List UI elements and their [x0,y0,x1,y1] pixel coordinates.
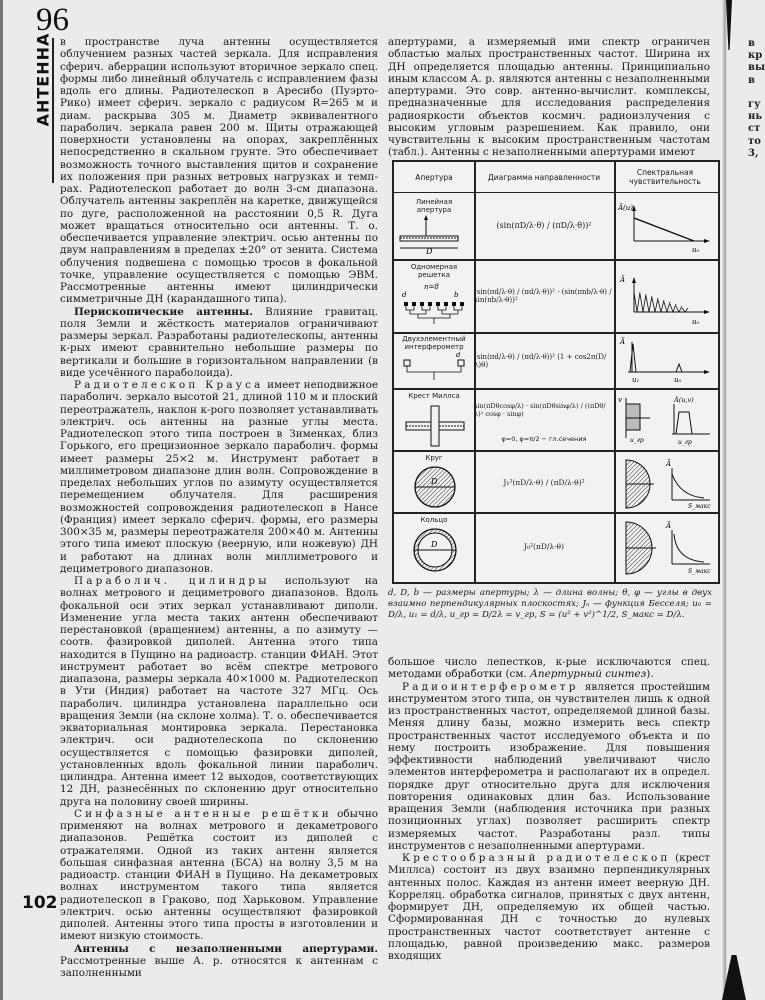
fragment-line: в [748,74,755,86]
svg-text:D: D [431,540,438,549]
paragraph-text: является простейшим инструментом этого типа, он чувствителен лишь к одной из пространственных частот, определяемой длиной базы. Меняя длину базы, можно измерить весь спектр пространственных частот исследуемого объекта и по нему построить изображение. Для повышения эффективности наблюдений увеличивают число элементов интерферометра и располагают их в определ. порядке друг относительно друга для исключения повторения одинаковых длин баз. Использование вращения Земли (наблюдения источника при разных позиционных углах) позволяет расширить спектр измеряемых частот. Разработаны разл. типы инструментов с незаполненными апертурами. [388,680,710,852]
book-page-number: 96 [36,2,69,38]
svg-text:n=8: n=8 [424,283,439,291]
spectrum-plot [616,516,714,576]
paragraph [60,36,378,306]
term-heading: Радиотелескоп Крауса [74,379,264,391]
running-head-label: АНТЕННА [33,32,53,127]
aperture-label: Двухэлементный интерферометр [402,335,466,351]
formula: J₀²(πD/λ·θ) [524,541,564,551]
fragment-line: вы [748,62,765,74]
paragraph-tail: ). [646,668,654,681]
svg-text:b: b [454,291,459,299]
paragraph [60,575,378,808]
svg-text:S_макс: S_макс [688,503,711,510]
svg-text:D: D [426,247,433,256]
paragraph [60,808,378,943]
paragraph-text: (крест Миллса) состоит из двух взаимно перпендикулярных антенных полос. Каждая из антенн имеет веерную ДН. Корреляц. обработка сигналов, принятых с двух антенн, формирует ДН, определяемую их общей частью. Сформированная ДН с точностью до нулевых пространственных частот соответствует антенне с площадью, равной произведению макс. размеров входящих [388,852,710,962]
spectrum-plot [616,392,714,448]
paragraph-text: Рассмотренные выше А. р. относятся к антеннам с заполненными [60,954,378,979]
ring-aperture-diagram [398,526,472,576]
paragraph-text: обычно применяют на волнах метрового и декаметрового диапазонов. Решётка состоит из диполей с отражателями. Одной из таких антенн является большая синфазная антенна (БСА) на волну 3,5 м на радиоастр. станции ФИАН в Пущино. На декаметровых волнах инструментом такого типа является радиотелескоп в Граково, под Харьковом. Управление электрич. осью антенны осуществляют фазировкой диполей. Антенны этого типа просты в изготовлении и имеют низкую стоимость. [60,807,379,943]
term-heading: Синфазные антенные решётки [74,807,332,820]
svg-text:Ã: Ã [666,522,672,530]
right-column-bottom [388,656,710,962]
svg-text:D: D [431,477,438,486]
page-edge [0,0,3,1000]
book-spine-shadow [722,0,727,1000]
svg-text:u₀: u₀ [674,376,682,384]
fragment-line: гу [748,99,761,111]
left-column [60,36,378,979]
fragment-line: в [748,38,755,49]
svg-text:v: v [618,396,622,404]
formula: J₁²(πD/λ·θ) / (πD/λ·θ)² [503,477,585,487]
paragraph-text: большое число лепестков, к-рые исключаются спец. методами обработки (см. [388,656,710,681]
right-column-top [388,36,710,159]
fragment-line: кр [748,50,763,62]
paragraph [388,852,710,962]
svg-text:S_макс: S_макс [688,568,711,575]
mills-cross-diagram [398,404,472,448]
svg-text:u_гр: u_гр [678,439,692,446]
fragment-line: то [748,135,761,147]
table-caption: d, D, b — размеры апертуры; λ — длина волны; θ, φ — углы в двух взаимно перпендикулярных плоскостях; Jₙ — функция Бесселя; u₀ = D/λ, u₁ = d/λ, u_гр = D/2λ = v_гр, S = (u² + v²)^1/2, S_макс = D/λ. [388,588,712,620]
interferometer-diagram [398,352,472,386]
aperture-label: Крест Миллса [408,392,460,400]
aperture-label: Круг [425,454,443,462]
array-aperture-diagram [398,282,472,330]
formula: sin(πDθcosφ/λ) · sin(πDθsinφ/λ) / ((πDθ/λ)² cosφ · sinφ) [474,402,606,418]
svg-text:u₀: u₀ [692,246,700,254]
fragment-line [748,87,765,99]
spectrum-plot [616,454,714,510]
svg-text:u₁: u₁ [632,376,640,384]
header-aperture: Апертура [415,172,453,182]
fragment-line: ст [748,123,761,135]
paragraph [60,379,378,575]
paragraph-text: используют на волнах метрового и дециметрового диапазонов. Вдоль фокальной оси этих зеркал устанавливают диполи. Изменение угла места таких антенн обеспечивают перестановкой (вращением) антенны, а по азимуту — соотв. фазировкой диполей. Антенна этого типа находится в Пущино на радиоастр. станции ФИАН. Этот инструмент работает во всём спектре метрового диапазона, размеры зеркала 40×1000 м. Радиотелескоп в Ути (Индия) работает на частоте 327 МГц. Ось параболич. цилиндра установлена параллельно оси вращения Земли (на склоне холма). Т. о. обеспечивается экваториальная монтировка зеркала. Перестановка электрич. оси радиотелескопа по склонению осуществляется с помощью фазировки диполей, установленных вдоль фокальной линии параболич. цилиндра. Антенна имеет 12 выходов, соответствующих 12 ДН, разнесённых по склонению друг относительно друга на половину своей ширины. [60,575,378,808]
formula-note: φ=0, φ=π/2 − гл.сечения [501,435,587,443]
paragraph-text: имеет неподвижное параболич. зеркало высотой 21, длиной 110 м и плоский переотражатель, наклон к-рого позволяет устанавливать электрич. ось антенны на разные углы места. Радиотелескоп этого типа построен в Зименках, близ Горького, его прецизионное зеркало параболич. формы имеет размеры 25×2 м. Инструмент работает в миллиметровом диапазоне длин волн. Сопровождение в пределах небольших углов по азимуту осуществляется перемещением облучателя. Для расширения возможностей сопровождения радиотелескоп в Нансе (Франция) имеет зеркало сферич. формы, его размеры 300×35 м, размеры переотражателя 200×40 м. Антенны этого типа имеют плоскую (веерную, или ножевую) ДН и работают на длинах волн миллиметрового и дециметрового диапазонов. [60,379,378,575]
circle-aperture-diagram [398,464,472,510]
header-spectrum: Спектральная чувствительность [629,168,701,186]
spectrum-plot [616,196,714,256]
running-head [24,32,53,127]
aperture-label: Линейная апертура [415,198,453,214]
paragraph [60,943,378,980]
formula: (sin(πd/λ·θ) / (πd/λ·θ))² · (sin(πnb/λ·θ) / sin(πb/λ·θ))² [474,288,612,304]
next-page-fragment [748,38,765,160]
svg-text:Ã(u): Ã(u) [618,204,634,212]
paragraph-text: в пространстве луча антенны осуществляется облучением разных частей зеркала. Для исправления сферич. аберрации используют вторичное зеркало спец. формы либо линейный облучатель с исправлением фазы вдоль его длины. Радиотелескоп в Аресибо (Пуэрто-Рико) имеет сферич. зеркало с радиусом R=265 м и диам. раскрыва 305 м. Диаметр эквивалентного параболич. зеркала равен 200 м. Щиты отражающей поверхности установлены на опорах, закреплённых непосредственно в скальном грунте. Это обеспечивает возможность точного выставления щитов и сохранение их положения при разных ветровых нагрузках и темп-рах. Радиотелескоп работает до волн 3-см диапазона. Облучатель антенны закреплён на каретке, движущейся по дуге, расположенной на расстоянии 0,5 R. Дуга может вращаться относительно оси антенны. Т. о. обеспечивается управление электрич. осью антенны по двум направлениям в пределах ±20° от зенита. Система облучения подвешена с помощью тросов в фокальной точке, управление осуществляется с помощью ЭВМ. Рассмотренные антенны имеют цилиндрически симметричные ДН (карандашного типа). [60,36,378,306]
svg-text:Ã: Ã [620,338,626,346]
paragraph [388,681,710,853]
svg-text:d: d [456,352,461,359]
term-heading: Перископические антенны. [74,305,253,318]
formula: (sin(πD/λ·θ) / (πD/λ·θ))² [496,221,592,230]
antenna-table [392,160,720,584]
term-heading: Крестообразный радиотелескоп [402,852,671,864]
svg-text:Ã(u,v): Ã(u,v) [674,396,694,404]
cross-reference: Апертурный синтез [530,668,647,681]
printed-page-number: 102 [22,893,58,913]
paragraph-text: апертурами, а измеряемый ими спектр ограничен областью малых пространственных частот. Ширина их ДН определяется площадью антенны. Принципиально иным классом А. р. являются антенны с незаполненными апертурами. Это совр. антенно-вычислит. комплексы, предназначенные для исследования распределения радиояркости объектов космич. радиоизлучения с высоким угловым разрешением. Как правило, они чувствительны к высоким пространственным частотам (табл.). Антенны с незаполненными апертурами имеют [388,36,710,159]
fragment-line: нь [748,111,763,123]
term-heading: Антенны с незаполненными апертурами. [74,942,378,955]
paragraph [60,306,378,380]
term-heading: Параболич. цилиндры [74,575,270,587]
formula: (sin(πd/λ·θ) / (πd/λ·θ))² (1 + cos2π(D/λ)θ) [474,352,607,369]
svg-text:Ã: Ã [666,460,672,468]
fragment-line: 3, [748,147,759,159]
svg-text:u₀: u₀ [692,318,700,326]
aperture-label: Кольцо [420,516,448,524]
header-pattern: Диаграмма направленности [487,172,601,182]
paragraph-text: Влияние гравитац. поля Земли и жёсткость материалов ограничивают размеры зеркал. Разработаны радиотелескопы, антенны к-рых имеют сравнительно небольшие размеры по вертикали и большие в горизонтальном направлении (в виде усечённого параболоида). [60,305,378,379]
paragraph [388,36,710,159]
spectrum-plot [616,264,714,330]
column-rule [52,38,54,183]
svg-text:u_гр: u_гр [630,437,644,444]
svg-text:d: d [402,291,407,299]
spectrum-plot [616,334,714,386]
aperture-label: Одномерная решетка [410,263,458,279]
term-heading: Радиоинтерферометр [402,680,579,693]
paragraph [388,656,710,681]
linear-aperture-diagram [398,212,472,256]
svg-text:Ã: Ã [620,276,626,284]
